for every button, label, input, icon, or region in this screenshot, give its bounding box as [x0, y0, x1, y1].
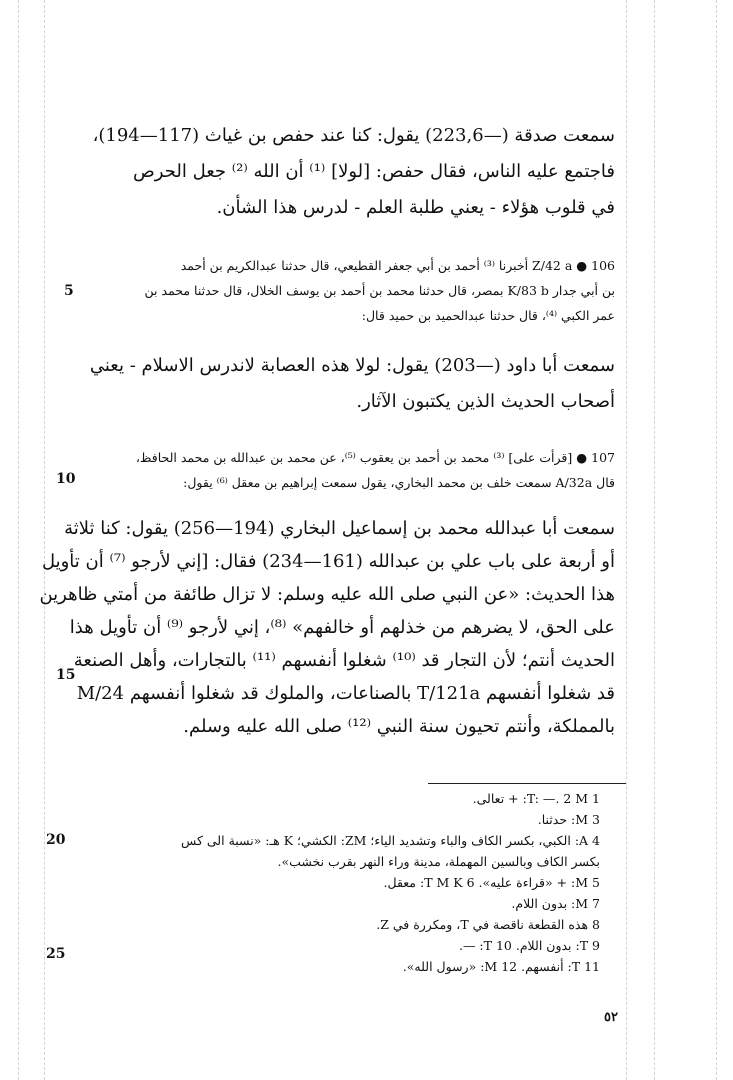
text-line: سمعت أبا داود (—203) يقول: لولا هذه العصابة لاندرس الاسلام - يعني	[89, 355, 615, 376]
paragraph-abu-dawud	[89, 348, 615, 420]
line-number: 20	[46, 832, 66, 848]
text-line: 107 ● [قرأت على] ⁽³⁾ محمد بن أحمد بن يعقوب ⁽⁵⁾، عن محمد بن عبدالله بن محمد الحافظ،	[135, 450, 615, 465]
scan-guide-line	[626, 0, 627, 1080]
text-line: قال A/32a سمعت خلف بن محمد البخاري، يقول سمعت إبراهيم بن معقل ⁽⁶⁾ يقول:	[183, 475, 615, 490]
text-line: بن أبي جدار K/83 b بمصر، قال حدثنا محمد بن أحمد بن يوسف الخلال، قال حدثنا محمد بن	[144, 283, 615, 298]
text-line: في قلوب هؤلاء - يعني طلبة العلم - لدرس هذا الشأن.	[216, 197, 615, 218]
line-number: 15	[56, 667, 76, 683]
text-line: عمر الكبي ⁽⁴⁾، قال حدثنا عبدالحميد بن حميد قال:	[361, 308, 615, 323]
text-line: على الحق، لا يضرهم من خذلهم أو خالفهم» ⁽⁸⁾، إني لأرجو ⁽⁹⁾ أن تأويل هذا	[69, 617, 615, 638]
text-line: 106 ● Z/42 a أخبرنا ⁽³⁾ أحمد بن أبي جعفر القطيعي، قال حدثنا عبدالكريم بن أحمد	[180, 258, 615, 273]
line-number: 5	[64, 283, 74, 299]
text-line: قد شغلوا أنفسهم T/121a بالصناعات، والملوك قد شغلوا أنفسهم M/24	[76, 683, 615, 704]
isnad-107	[95, 445, 615, 495]
isnad-106	[95, 253, 615, 328]
text-line: فاجتمع عليه الناس، فقال حفص: [لولا] ⁽¹⁾ أن الله ⁽²⁾ جعل الحرص	[133, 161, 615, 182]
text-line: بالمملكة، وأنتم تحيون سنة النبي ⁽¹²⁾ صلى الله عليه وسلم.	[183, 716, 615, 737]
footnote-line: 5 M: + «قراءة عليه». 6 T M K: معقل.	[383, 875, 600, 890]
text-line: الحديث أنتم؛ لأن التجار قد ⁽¹⁰⁾ شغلوا أنفسهم ⁽¹¹⁾ بالتجارات، وأهل الصنعة	[73, 650, 615, 671]
scan-guide-line	[44, 0, 45, 1080]
line-number: 25	[46, 946, 66, 962]
footnote-line: 1 T: —. 2 M: + تعالى.	[472, 791, 600, 806]
footnote-line: 3 M: حدثنا.	[537, 812, 600, 827]
footnote-rule	[428, 783, 626, 784]
text-line: أصحاب الحديث الذين يكتبون الآثار.	[356, 391, 615, 412]
footnote-line: 7 M: بدون اللام.	[511, 896, 600, 911]
text-line: هذا الحديث: «عن النبي صلى الله عليه وسلم: لا تزال طائفة من أمتي ظاهرين	[39, 584, 615, 605]
line-number: 10	[56, 471, 76, 487]
footnote-line: 8 هذه القطعة ناقصة في T، ومكررة في Z.	[376, 917, 600, 932]
footnote-line: 9 T: بدون اللام. 10 T: —.	[458, 938, 600, 953]
footnote-line: بكسر الكاف وبالسين المهملة، مدينة وراء النهر بقرب نخشب».	[277, 854, 600, 869]
page-number: ٥٢	[604, 1010, 618, 1025]
text-line: سمعت صدقة (—223,6) يقول: كنا عند حفص بن غياث (117—194)،	[92, 125, 615, 146]
footnotes	[95, 788, 600, 977]
scan-guide-line	[716, 0, 717, 1080]
scan-guide-line	[654, 0, 655, 1080]
footnote-line: 4 A: الكبي، بكسر الكاف والباء وتشديد الياء؛ ZM: الكشي؛ K هـ: «نسبة الى كس	[181, 833, 600, 848]
text-line: أو أربعة على باب علي بن عبدالله (161—234) فقال: [إني لأرجو ⁽⁷⁾ أن تأويل	[41, 551, 615, 572]
text-line: سمعت أبا عبدالله محمد بن إسماعيل البخاري (194—256) يقول: كنا ثلاثة	[64, 518, 615, 539]
footnote-line: 11 T: أنفسهم. 12 M: «رسول الله».	[402, 959, 600, 974]
scan-guide-line	[18, 0, 19, 1080]
paragraph-sadaqa	[92, 118, 615, 226]
